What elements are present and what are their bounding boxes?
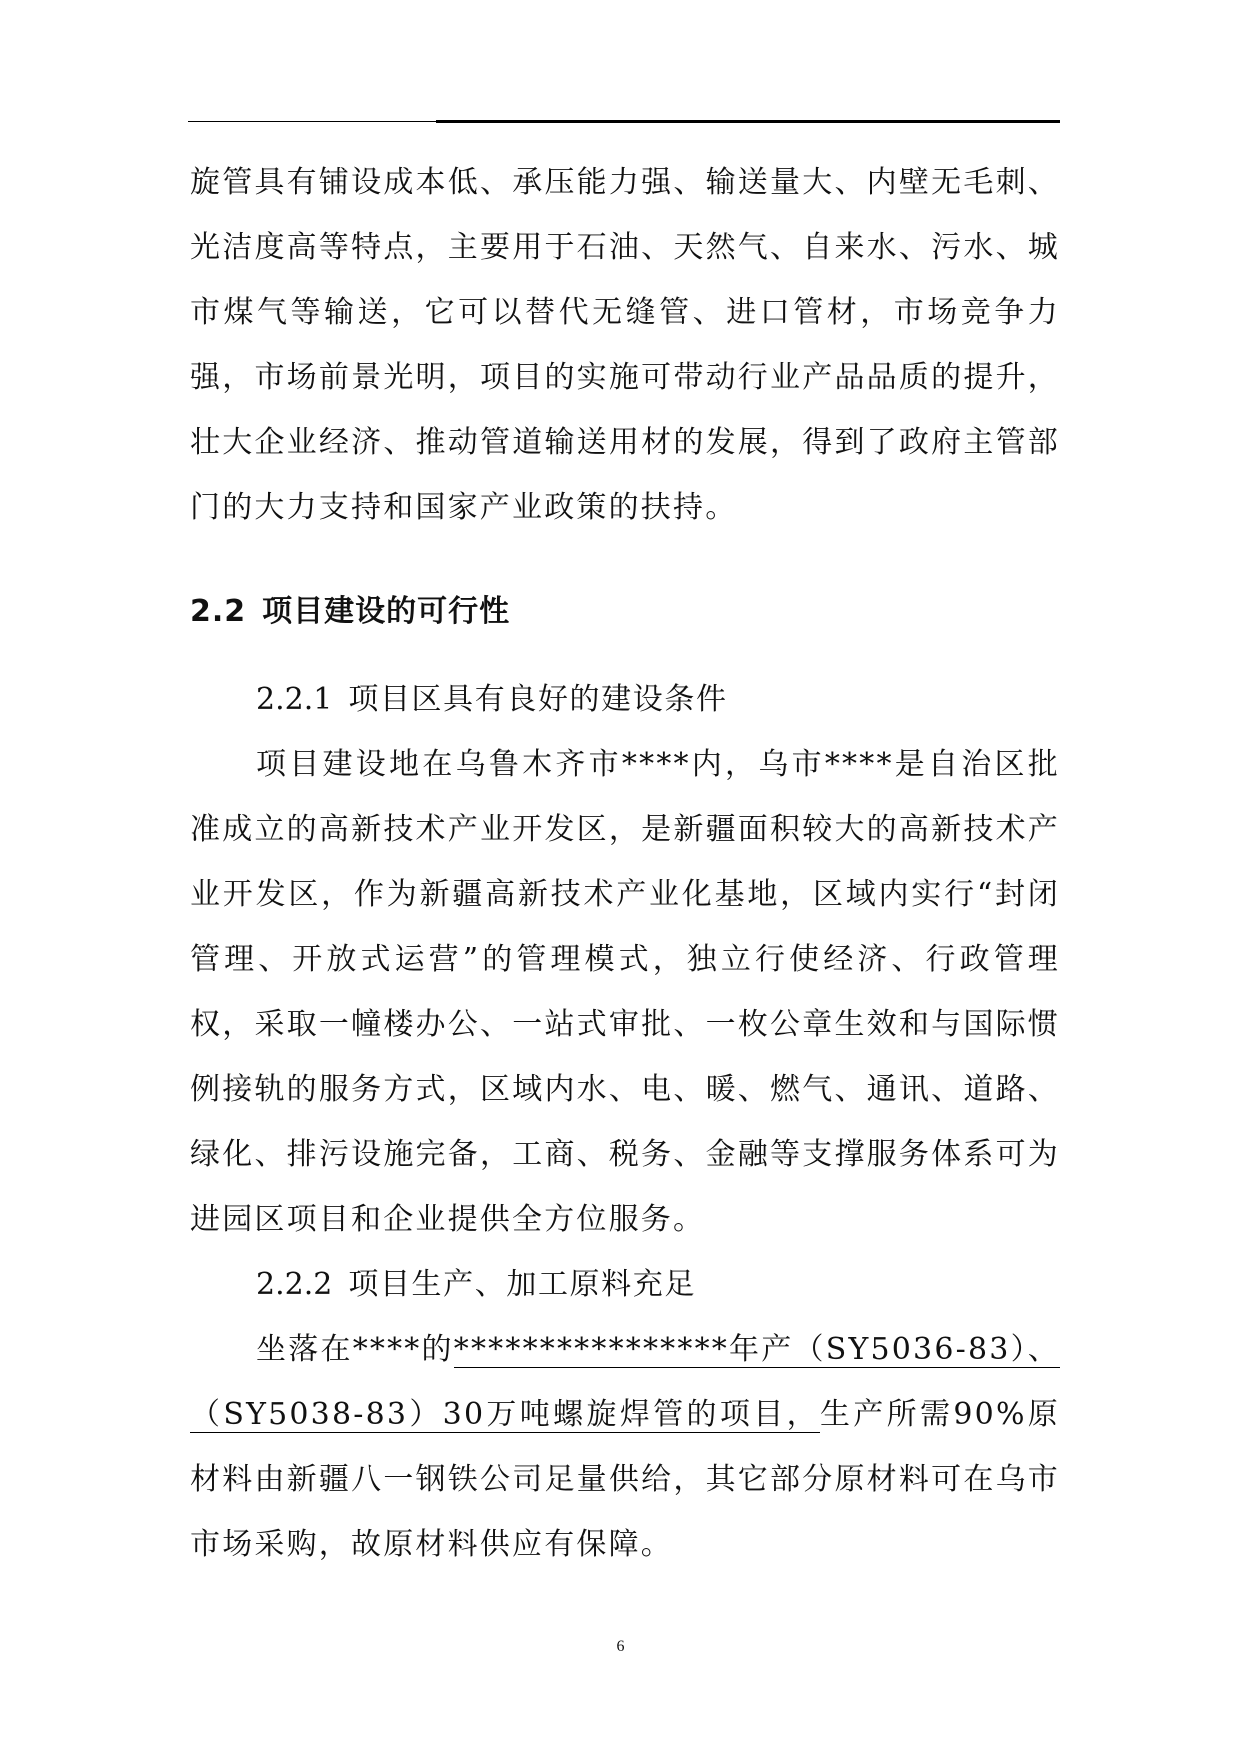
subsection-number: 2.2.2	[256, 1267, 333, 1302]
subsection-number: 2.2.1	[256, 682, 333, 717]
subsection-title: 项目生产、加工原料充足	[348, 1267, 696, 1302]
subsection-title: 项目区具有良好的建设条件	[348, 682, 728, 717]
page-number: 6	[616, 1638, 625, 1655]
subsection-heading-2	[190, 1252, 1060, 1317]
section-number: 2.2	[190, 594, 247, 629]
document-body	[190, 150, 1060, 1577]
header-rule-thick	[436, 120, 1060, 123]
paragraph-site: 项目建设地在乌鲁木齐市****内，乌市****是自治区批准成立的高新技术产业开发区，是新疆面积较大的高新技术产业开发区，作为新疆高新技术产业化基地，区域内实行“封闭管理、开放式运营”的管理模式，独立行使经济、行政管理权，采取一幢楼办公、一站式审批、一枚公章生效和与国际惯例接轨的服务方式，区域内水、电、暖、燃气、通讯、道路、绿化、排污设施完备，工商、税务、金融等支撑服务体系可为进园区项目和企业提供全方位服务。	[190, 747, 1060, 1237]
section-heading	[190, 592, 1060, 632]
paragraph-materials	[190, 1317, 1060, 1577]
header-rule	[188, 121, 436, 122]
subsection-heading-1	[190, 667, 1060, 732]
underlined-project-text: ****************年产（SY5036-83）、（SY5038-83）30万吨螺旋焊管的项目，	[190, 1332, 1061, 1432]
paragraph-intro: 旋管具有铺设成本低、承压能力强、输送量大、内壁无毛刺、光洁度高等特点，主要用于石油、天然气、自来水、污水、城市煤气等输送，它可以替代无缝管、进口管材，市场竞争力强，市场前景光明，项目的实施可带动行业产品品质的提升，壮大企业经济、推动管道输送用材的发展，得到了政府主管部门的大力支持和国家产业政策的扶持。	[190, 165, 1060, 525]
materials-suffix: 生产所需90%原材料由新疆八一钢铁公司足量供给，其它部分原材料可在乌市市场采购，故原材料供应有保障。	[190, 1397, 1061, 1562]
section-title: 项目建设的可行性	[262, 594, 511, 629]
materials-prefix: 坐落在****的	[256, 1332, 454, 1367]
